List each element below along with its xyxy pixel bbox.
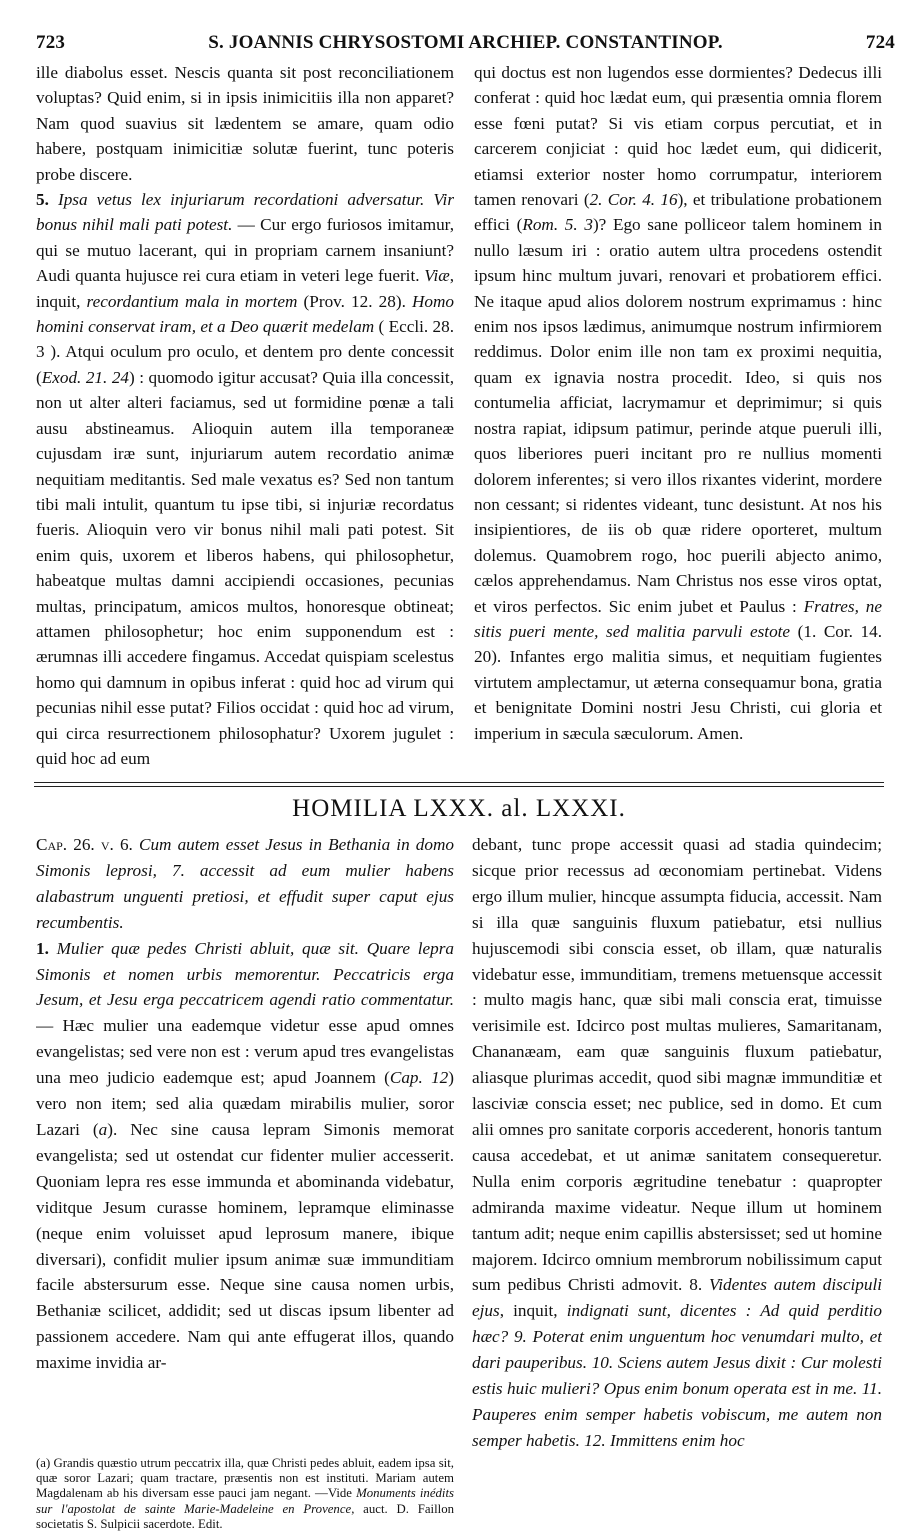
footnote-mark: (a) <box>36 1456 51 1470</box>
section-number: 1. <box>36 938 49 958</box>
section-summary: Mulier quæ pedes Christi abluit, quæ sit. Quare lepra Simonis et nomen urbis memorentur. Peccatricis erga Jesum, et Jesu erga peccatricem agendi ratio commentatur. <box>36 938 454 1010</box>
right-page-number: 724 <box>865 32 895 53</box>
top-right-column <box>474 60 882 750</box>
scripture-reference: Cap. 12 <box>389 1068 449 1088</box>
scripture-reference: (Prov. 12. 28). <box>297 291 412 311</box>
scripture-reference: 2. Cor. 4. 16 <box>589 190 678 210</box>
paragraph-continuation: debant, tunc prope accessit quasi ad stadia quindecim; sicque prior recessus ad œconomiam pertinebat. Videns ergo illum mulier, hincque assumpta fiducia, accessit. Nam si illa quæ sanguinis fluxum patiebatur, etsi nullius hujuscemodi sibi conscia esset, ob illam, quæ naturalis videbatur esse, immunditiam, tremens metuensque accessit : multo magis hanc, quæ sibi mali conscia erat, timuisse verisimile est. Idcirco post multas mulieres, Samaritanam, Chananæam, eam quæ sanguinis fluxum patiebatur, aliasque plurimas accedit, quod sibi magnæ immunditiæ et lasciviæ conscia esset; nec publice, sed in domo. Et cum alii omnes pro sanitate corporis accederent, honoris tantum causa accedebat, et ut animæ sanitatem consequeretur. Nulla enim corporis ægritudine tenebatur : quapropter admiranda maxime videatur. Neque illum ut hominem tantum adit; neque enim capillis abstersisset; sed ut homine majorem. Idcirco omnium membrorum nobilissimum caput sum pedibus Christi admovit. 8. Videntes autem discipuli ejus, inquit, indignati sunt, dicentes : Ad quid perditio hæc? 9. Poterat enim unguentum hoc venumdari multo, et dari pauperibus. 10. Sciens autem Jesus dixit : Cur molesti estis huic mulieri? Opus enim bonum operata est in me. 11. Pauperes enim semper habetis vobiscum, me autem non semper habetis. 12. Immittens enim hoc <box>472 835 882 1450</box>
bottom-right-column <box>472 832 882 1522</box>
footnote: (a) Grandis quæstio utrum peccatrix illa, quæ Christi pedes abluit, eadem ipsa sit, quæ soror Lazari; quam tractare, præsentis non est instituti. Mariam autem Magdalenam ab his diversam esse pauci jam negant. —Vide Monuments inédits sur l'apostolat de sainte Marie-Madeleine en Provence, auct. D. Faillon societatis S. Sulpicii sacerdote. Edit. <box>36 1456 454 1531</box>
footnote-mark: a <box>98 1119 108 1139</box>
gospel-verse: indignati sunt, dicentes : Ad quid perditio hæc? 9. Poterat enim unguentum hoc venumdari multo, et dari pauperibus. 10. Sciens autem Jesus dixit : Cur molesti estis huic mulieri? Opus enim bonum operata est in me. 11. Pauperes enim semper habetis vobiscum, me autem non semper habetis. 12. Immittens enim hoc <box>472 1301 882 1450</box>
left-page-number: 723 <box>36 32 66 53</box>
scripture-reference: ( Eccli. 28. 3 ). <box>36 317 454 362</box>
chapter-reference: Cap. 26. v. 6. <box>36 835 133 854</box>
running-title: S. JOANNIS CHRYSOSTOMI ARCHIEP. CONSTANTINOP. <box>208 32 723 53</box>
bottom-left-column <box>36 832 454 1452</box>
section-number: 5. <box>36 190 49 210</box>
running-head <box>36 32 895 54</box>
scripture-reference: (1. Cor. 14. 20). <box>474 621 882 667</box>
scripture-reference: Rom. 5. 3 <box>522 215 593 235</box>
section-divider <box>34 786 884 787</box>
gospel-verse: Cap. 26. v. 6. Cum autem esset Jesus in Bethania in domo Simonis leprosi, 7. accessit ad eum mulier habens alabastrum unguenti pretiosi, et effudit super caput ejus recumbentis. <box>36 835 454 932</box>
section-divider <box>34 782 884 783</box>
scripture-quote: Fratres, ne sitis pueri mente, sed malitia parvuli estote <box>474 596 882 641</box>
homily-title: HOMILIA LXXX. al. LXXXI. <box>292 795 626 822</box>
section-summary: Ipsa vetus lex injuriarum recordationi adversatur. Vir bonus nihil mali pati potest. <box>36 190 454 235</box>
paragraph-continuation: qui doctus est non lugendos esse dormientes? Dedecus illi conferat : quid hoc lædat eum, qui præsentia omnia florem esse fœni putat? Si vis etiam corpus percutiat, et in carcerem conjiciat : quid hoc lædet eum, qui didicerit, etiamsi exterior noster homo corrumpatur, interiorem tamen renovari (2. Cor. 4. 16), et tribulatione probationem effici (Rom. 5. 3)? Ego sane polliceor talem hominem in nullo læsum iri : oratio autem ultra procedens ostendit ipsum hinc multum juvari, renovari et probatiorem effici. Ne itaque apud alios dolorem nostrum exprimamus : hinc enim nos ipsos lædimus, animumque nostrum infirmiorem reddimus. Dolor enim ille non tam ex proximi nequitia, quam ex ignavia nostra procedit. Ideo, si quis nos contumelia afficiat, lacrymamur et deprimimur; si quis nostra rapiat, idipsum patimur, perinde atque pueruli illi, quos liberiores pueri incitant pro re nullius momenti dolorem inferentes; si vero illos rixantes viderint, mordere non cessant; si ridentes videant, tunc desistunt. At nos his insipientiores, de iis ob quæ ridere oporteret, multum dolemus. Quamobrem rogo, hoc puerili abjecto animo, cælos apprehendamus. Nam Christus nos esse viros optat, et viros perfectos. Sic enim jubet et Paulus : Fratres, ne sitis pueri mente, sed malitia parvuli estote (1. Cor. 14. 20). Infantes ergo malitia simus, et nequitiam fugientes virtutem amplectamur, ut æterna consequamur bona, gratia et benignitate Domini nostri Jesu Christi, cui gloria et imperium in sæcula sæculorum. Amen. <box>474 63 882 743</box>
footnote-citation: Monuments inédits sur l'apostolat de sainte Marie-Madeleine en Provence <box>36 1486 454 1516</box>
top-left-column <box>36 60 454 778</box>
paragraph-section-5: 5. Ipsa vetus lex injuriarum recordationi adversatur. Vir bonus nihil mali pati potest. — Cur ergo furiosos imitamur, qui se mutuo lacerant, qui in propriam carnem insaniunt? Audi quanta hujusce rei cura etiam in veteri lege fuerit. Viæ, inquit, recordantium mala in mortem (Prov. 12. 28). Homo homini conservat iram, et a Deo quærit medelam ( Eccli. 28. 3 ). Atqui oculum pro oculo, et dentem pro dente concessit (Exod. 21. 24) : quomodo igitur accusat? Quia illa concessit, non ut alter alteri faciamus, sed ut formidine pœnæ a tali ausu abstineamus. Alioquin autem illa temporaneæ cujusdam iræ sunt, injuriarum autem recordatio animæ nequitiam meditantis. Sed male vexatus es? Sed non tantum tibi mali intulit, quantum tu ipse tibi, si injuriæ recordatus fueris. Alioquin vero vir bonus nihil mali pati potest. Sit enim quis, uxorem et liberos habens, qui philosophetur, habeatque multas damni accipiendi occasiones, pecunias multas, principatum, amicos multos, honoresque obtineat; attamen philosophetur; hoc enim supponendum est : ærumnas illi accedere fingamus. Accedat quispiam scelestus homo qui damnum in opibus inferat : quid hoc ad virum qui pecunias nihil esse putat? Filios occidat : quid hoc ad virum, qui circa resurrectionem philosophatur? Uxorem jugulet : quid hoc ad eum <box>36 190 454 768</box>
paragraph-continuation: ille diabolus esset. Nescis quanta sit post reconciliationem voluptas? Quid enim, si in ipsis inimicitiis illa non apparet? Nam quod suavius sit lædentem se amare, quam odio habere, postquam inimicitiæ solutæ fuerint, tunc poteris probe discere. <box>36 63 454 184</box>
gospel-verse: Videntes autem discipuli ejus <box>472 1275 882 1321</box>
scripture-reference: Exod. 21. 24 <box>41 367 130 387</box>
paragraph-section-1: 1. Mulier quæ pedes Christi abluit, quæ sit. Quare lepra Simonis et nomen urbis memorentur. Peccatricis erga Jesum, et Jesu erga peccatricem agendi ratio commentatur. — Hæc mulier una eademque videtur esse apud omnes evangelistas; sed vere non est : verum apud tres evangelistas una meo judicio eademque est; apud Joannem (Cap. 12) vero non item; sed alia quædam mirabilis mulier, soror Lazari (a). Nec sine causa lepram Simonis memorat evangelista; sed ut ostendat cur fidenter mulier accesserit. Quoniam lepra res esse immunda et abominanda videbatur, viditque Jesum curasse hominem, lepramque eliminasse (neque enim voluisset apud leprosum manere, ibique diversari), confidit mulier ipsum animæ suæ immunditiam facile abstersurum esse. Neque sine causa nomen urbis, Bethaniæ scilicet, addidit; sed ut discas ipsum libenter ad passionem accedere. Nam qui ante effugerat illos, quando maxime invidia ar- <box>36 938 454 1373</box>
